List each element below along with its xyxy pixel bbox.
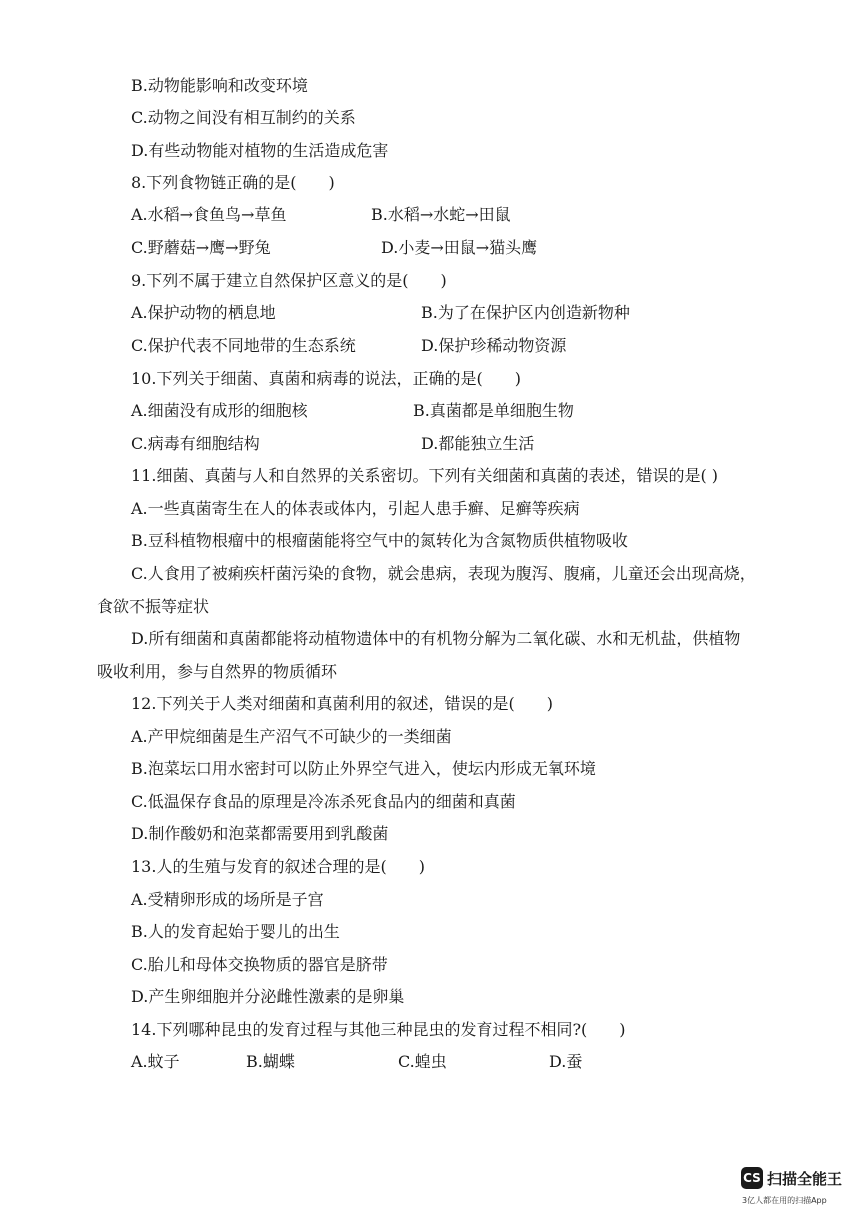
q9-option-c: C.保护代表不同地带的生态系统 <box>131 336 356 355</box>
q9-option-d: D.保护珍稀动物资源 <box>421 336 567 355</box>
q13-stem: 13.人的生殖与发育的叙述合理的是( ) <box>131 857 425 876</box>
q12-option-a: A.产甲烷细菌是生产沼气不可缺少的一类细菌 <box>131 727 452 746</box>
q13-option-a: A.受精卵形成的场所是子宫 <box>131 890 324 909</box>
q14-option-c: C.蝗虫 <box>398 1052 447 1071</box>
q11-option-d-line1: D.所有细菌和真菌都能将动植物遗体中的有机物分解为二氧化碳、水和无机盐，供植物 <box>131 629 741 648</box>
q12-option-c: C.低温保存食品的原理是冷冻杀死食品内的细菌和真菌 <box>131 792 516 811</box>
q14-option-a: A.蚊子 <box>131 1052 180 1071</box>
q13-option-b: B.人的发育起始于婴儿的出生 <box>131 922 340 941</box>
q8-option-b: B.水稻→水蛇→田鼠 <box>371 205 511 224</box>
q9-option-b: B.为了在保护区内创造新物种 <box>421 303 630 322</box>
q10-option-a: A.细菌没有成形的细胞核 <box>131 401 308 420</box>
q14-option-b: B.蝴蝶 <box>246 1052 295 1071</box>
q12-option-b: B.泡菜坛口用水密封可以防止外界空气进入，使坛内形成无氧环境 <box>131 759 596 778</box>
camscanner-brand-name: 扫描全能王 <box>767 1169 843 1188</box>
q7-option-b: B.动物能影响和改变环境 <box>131 76 308 95</box>
q11-option-a: A.一些真菌寄生在人的体表或体内，引起人患手癣、足癣等疾病 <box>131 499 580 518</box>
q12-stem: 12.下列关于人类对细菌和真菌利用的叙述，错误的是( ) <box>131 694 553 713</box>
q14-stem: 14.下列哪种昆虫的发育过程与其他三种昆虫的发育过程不相同?( ) <box>131 1020 626 1039</box>
q12-option-d: D.制作酸奶和泡菜都需要用到乳酸菌 <box>131 824 389 843</box>
q10-stem: 10.下列关于细菌、真菌和病毒的说法，正确的是( ) <box>131 369 521 388</box>
q11-option-c-line1: C.人食用了被痢疾杆菌污染的食物，就会患病，表现为腹泻、腹痛，儿童还会出现高烧， <box>131 564 756 583</box>
q10-option-c: C.病毒有细胞结构 <box>131 434 260 453</box>
q10-option-b: B.真菌都是单细胞生物 <box>413 401 574 420</box>
q8-option-a: A.水稻→食鱼鸟→草鱼 <box>131 205 287 224</box>
q9-option-a: A.保护动物的栖息地 <box>131 303 276 322</box>
camscanner-tagline: 3亿人都在用的扫描App <box>742 1196 827 1205</box>
q11-stem: 11.细菌、真菌与人和自然界的关系密切。下列有关细菌和真菌的表述，错误的是( ) <box>131 466 719 485</box>
q8-stem: 8.下列食物链正确的是( ) <box>131 173 335 192</box>
q9-stem: 9.下列不属于建立自然保护区意义的是( ) <box>131 271 447 290</box>
q8-option-d: D.小麦→田鼠→猫头鹰 <box>381 238 538 257</box>
q7-option-c: C.动物之间没有相互制约的关系 <box>131 108 356 127</box>
q13-option-c: C.胎儿和母体交换物质的器官是脐带 <box>131 955 388 974</box>
camscanner-logo-icon: CS <box>741 1167 763 1189</box>
q11-option-d-line2: 吸收利用，参与自然界的物质循环 <box>97 662 338 681</box>
q13-option-d: D.产生卵细胞并分泌雌性激素的是卵巢 <box>131 987 405 1006</box>
q11-option-c-line2: 食欲不振等症状 <box>97 597 210 616</box>
q7-option-d: D.有些动物能对植物的生活造成危害 <box>131 141 389 160</box>
q10-option-d: D.都能独立生活 <box>421 434 535 453</box>
q11-option-b: B.豆科植物根瘤中的根瘤菌能将空气中的氮转化为含氮物质供植物吸收 <box>131 531 628 550</box>
camscanner-watermark <box>741 1167 842 1189</box>
q8-option-c: C.野蘑菇→鹰→野兔 <box>131 238 271 257</box>
q14-option-d: D.蚕 <box>549 1052 583 1071</box>
